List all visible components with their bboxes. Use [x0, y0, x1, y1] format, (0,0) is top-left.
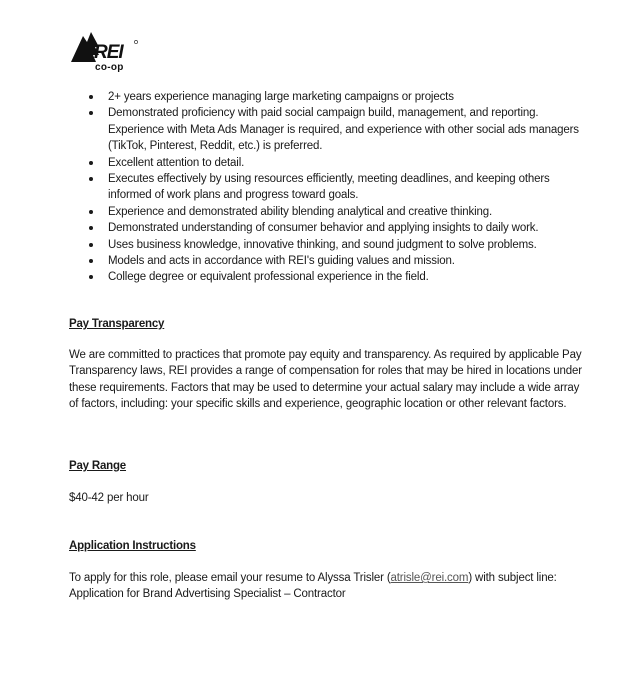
email-link[interactable]: atrisle@rei.com: [390, 572, 469, 584]
rei-coop-logo: [70, 28, 142, 72]
list-item: Models and acts in accordance with REI's guiding values and mission.: [70, 253, 590, 269]
pay-transparency-text: We are committed to practices that promote pay equity and transparency. As required by applicable Pay Transparency laws, REI provides a range of compensation for roles that may be hired in locations under these requirements. Factors that may be used to determine your actual salary may include a wide array of factors, including: your specific skills and experience, geographic location or other relevant factors.: [69, 349, 582, 411]
list-item: Demonstrated proficiency with paid social campaign build, management, and reporting. Experience with Meta Ads Manager is required, and experience with other social ads managers (TikTok, Pinterest, Reddit, etc.) is preferred.: [70, 105, 590, 154]
list-item: 2+ years experience managing large marketing campaigns or projects: [70, 89, 590, 105]
application-text-end: ) with subject line: Application for Brand Advertising Specialist – Contractor: [69, 572, 557, 601]
list-item: Demonstrated understanding of consumer behavior and applying insights to daily work.: [70, 220, 590, 236]
list-item: Uses business knowledge, innovative thinking, and sound judgment to solve problems.: [70, 237, 590, 253]
application-text-start: To apply for this role, please email your resume to Alyssa Trisler (: [69, 572, 391, 584]
list-item: Experience and demonstrated ability blending analytical and creative thinking.: [70, 204, 590, 220]
application-instructions-text: [69, 570, 584, 603]
pay-transparency-heading: Pay Transparency: [69, 318, 165, 330]
application-instructions-heading: Application Instructions: [69, 540, 196, 552]
list-item: Excellent attention to detail.: [70, 155, 590, 171]
pay-range-heading: Pay Range: [69, 460, 127, 472]
list-item: Executes effectively by using resources efficiently, meeting deadlines, and keeping others informed of work plans and progress toward goals.: [70, 171, 590, 204]
pay-range-value: $40-42 per hour: [69, 492, 149, 504]
svg-text:co-op: co-op: [95, 62, 124, 72]
requirements-list: [70, 89, 590, 286]
list-item: College degree or equivalent professional experience in the field.: [70, 269, 590, 285]
svg-text:REI: REI: [94, 42, 123, 63]
